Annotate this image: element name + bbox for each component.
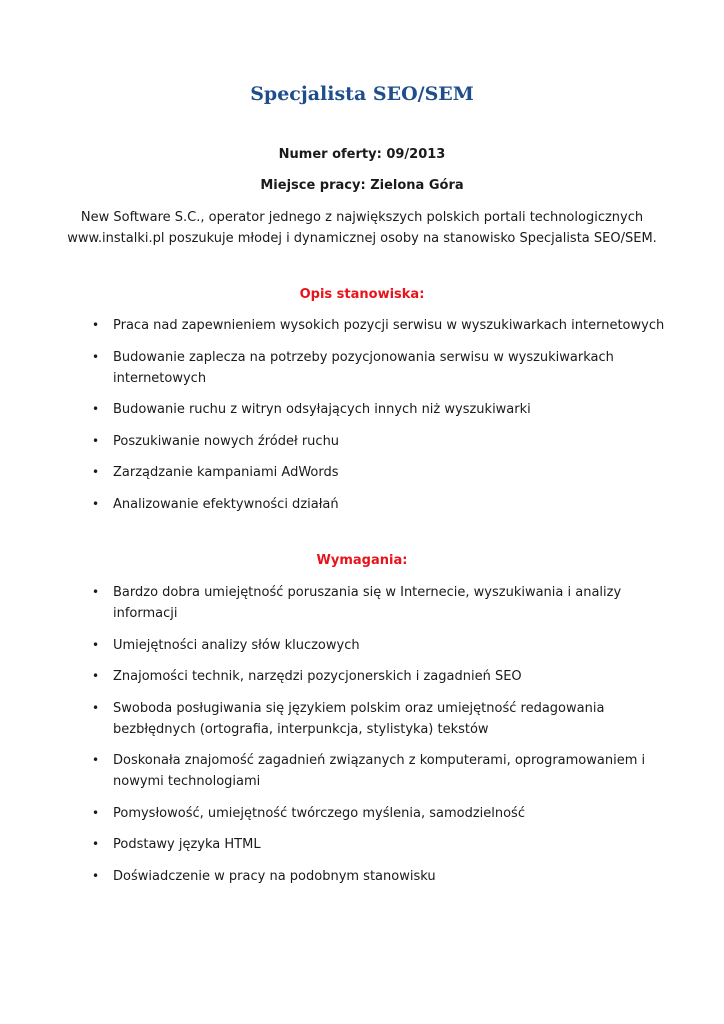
description-list — [90, 315, 670, 525]
bullet-icon: • — [92, 585, 100, 599]
list-item: • Analizowanie efektywności działań — [90, 494, 670, 515]
bullet-icon: • — [92, 496, 100, 511]
list-item: • Praca nad zapewnieniem wysokich pozycji serwisu w wyszukiwarkach internetowych — [90, 315, 670, 336]
list-item: • Bardzo dobra umiejętność poruszania się w Internecie, wyszukiwania i analizy informacji — [90, 582, 670, 624]
requirements-list — [90, 582, 670, 897]
list-item: • Podstawy języka HTML — [90, 834, 670, 855]
bullet-icon: • — [92, 433, 100, 448]
bullet-icon: • — [92, 753, 100, 767]
list-item: • Poszukiwanie nowych źródeł ruchu — [90, 431, 670, 452]
page-title: Specjalista SEO/SEM — [250, 83, 474, 105]
bullet-icon: • — [92, 318, 100, 332]
bullet-icon: • — [92, 669, 100, 683]
job-location: Miejsce pracy: Zielona Góra — [260, 178, 464, 193]
bullet-icon: • — [92, 402, 100, 416]
list-item: • Doskonała znajomość zagadnień związanych z komputerami, oprogramowaniem i nowymi technologiami — [90, 750, 670, 792]
list-item: • Budowanie zaplecza na potrzeby pozycjonowania serwisu w wyszukiwarkach internetowych — [90, 347, 670, 389]
bullet-icon: • — [92, 868, 100, 883]
offer-number: Numer oferty: 09/2013 — [278, 147, 446, 162]
bullet-icon: • — [92, 837, 100, 851]
intro-line-1: New Software S.C., operator jednego z największych polskich portali technologicznych — [80, 210, 644, 225]
intro-paragraph — [60, 207, 664, 249]
list-item: • Umiejętności analizy słów kluczowych — [90, 635, 670, 656]
intro-line-2: www.instalki.pl poszukuje młodej i dynamicznej osoby na stanowisko Specjalista SEO/SEM. — [67, 231, 657, 246]
bullet-icon: • — [92, 805, 100, 820]
list-item: • Budowanie ruchu z witryn odsyłających innych niż wyszukiwarki — [90, 399, 670, 420]
bullet-icon: • — [92, 465, 100, 479]
list-item: • Doświadczenie w pracy na podobnym stanowisku — [90, 866, 670, 887]
bullet-icon: • — [92, 349, 100, 364]
description-heading: Opis stanowiska: — [299, 287, 425, 302]
list-item: • Zarządzanie kampaniami AdWords — [90, 462, 670, 483]
bullet-icon: • — [92, 700, 100, 715]
list-item: • Pomysłowość, umiejętność twórczego myślenia, samodzielność — [90, 803, 670, 824]
bullet-icon: • — [92, 637, 100, 652]
list-item: • Znajomości technik, narzędzi pozycjonerskich i zagadnień SEO — [90, 666, 670, 687]
requirements-heading: Wymagania: — [316, 553, 408, 568]
list-item: • Swoboda posługiwania się językiem polskim oraz umiejętność redagowania bezbłędnych (ortografia, interpunkcja, stylistyka) tekstów — [90, 698, 670, 740]
